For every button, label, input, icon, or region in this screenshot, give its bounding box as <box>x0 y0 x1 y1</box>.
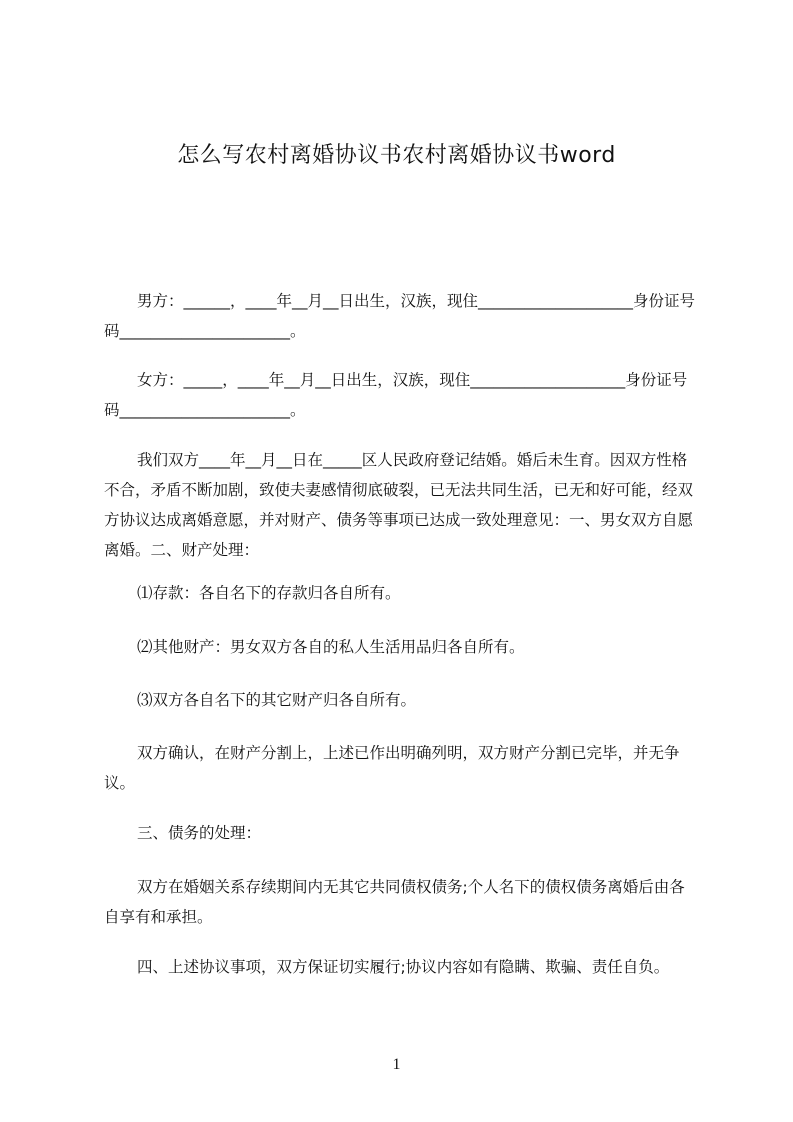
paragraph-male-party: 男方：______，____年__月__日出生，汉族，现住____________________身份证号码______________________。 <box>104 292 696 340</box>
paragraph-property-confirmation: 双方确认，在财产分割上，上述已作出明确列明，双方财产分割已完毕，并无争议。 <box>104 744 680 792</box>
page-number: 1 <box>392 1056 401 1073</box>
paragraph-debt-handling: 双方在婚姻关系存续期间内无其它共同债权债务;个人名下的债权债务离婚后由各自享有和承担。 <box>104 878 685 926</box>
paragraph-female-party: 女方：_____，____年__月__日出生，汉族，现住____________________身份证号码______________________。 <box>104 371 688 419</box>
paragraph-marriage-statement: 我们双方____年__月__日在_____区人民政府登记结婚。婚后未生育。因双方性格不合，矛盾不断加剧，致使夫妻感情彻底破裂，已无法共同生活，已无和好可能，经双方协议达成离婚意愿，并对财产、债务等事项已达成一致处理意见：一、男女双方自愿离婚。二、财产处理： <box>104 451 694 559</box>
paragraph-own-property: ⑶双方各自名下的其它财产归各自所有。 <box>137 691 417 709</box>
paragraph-other-property: ⑵其他财产：男女双方各自的私人生活用品归各自所有。 <box>137 638 525 656</box>
paragraph-debt-heading: 三、债务的处理： <box>137 824 262 842</box>
paragraph-savings: ⑴存款：各自名下的存款归各自所有。 <box>137 584 401 602</box>
document-title: 怎么写农村离婚协议书农村离婚协议书word <box>177 143 616 168</box>
paragraph-agreement-performance: 四、上述协议事项，双方保证切实履行;协议内容如有隐瞒、欺骗、责任自负。 <box>137 958 670 976</box>
